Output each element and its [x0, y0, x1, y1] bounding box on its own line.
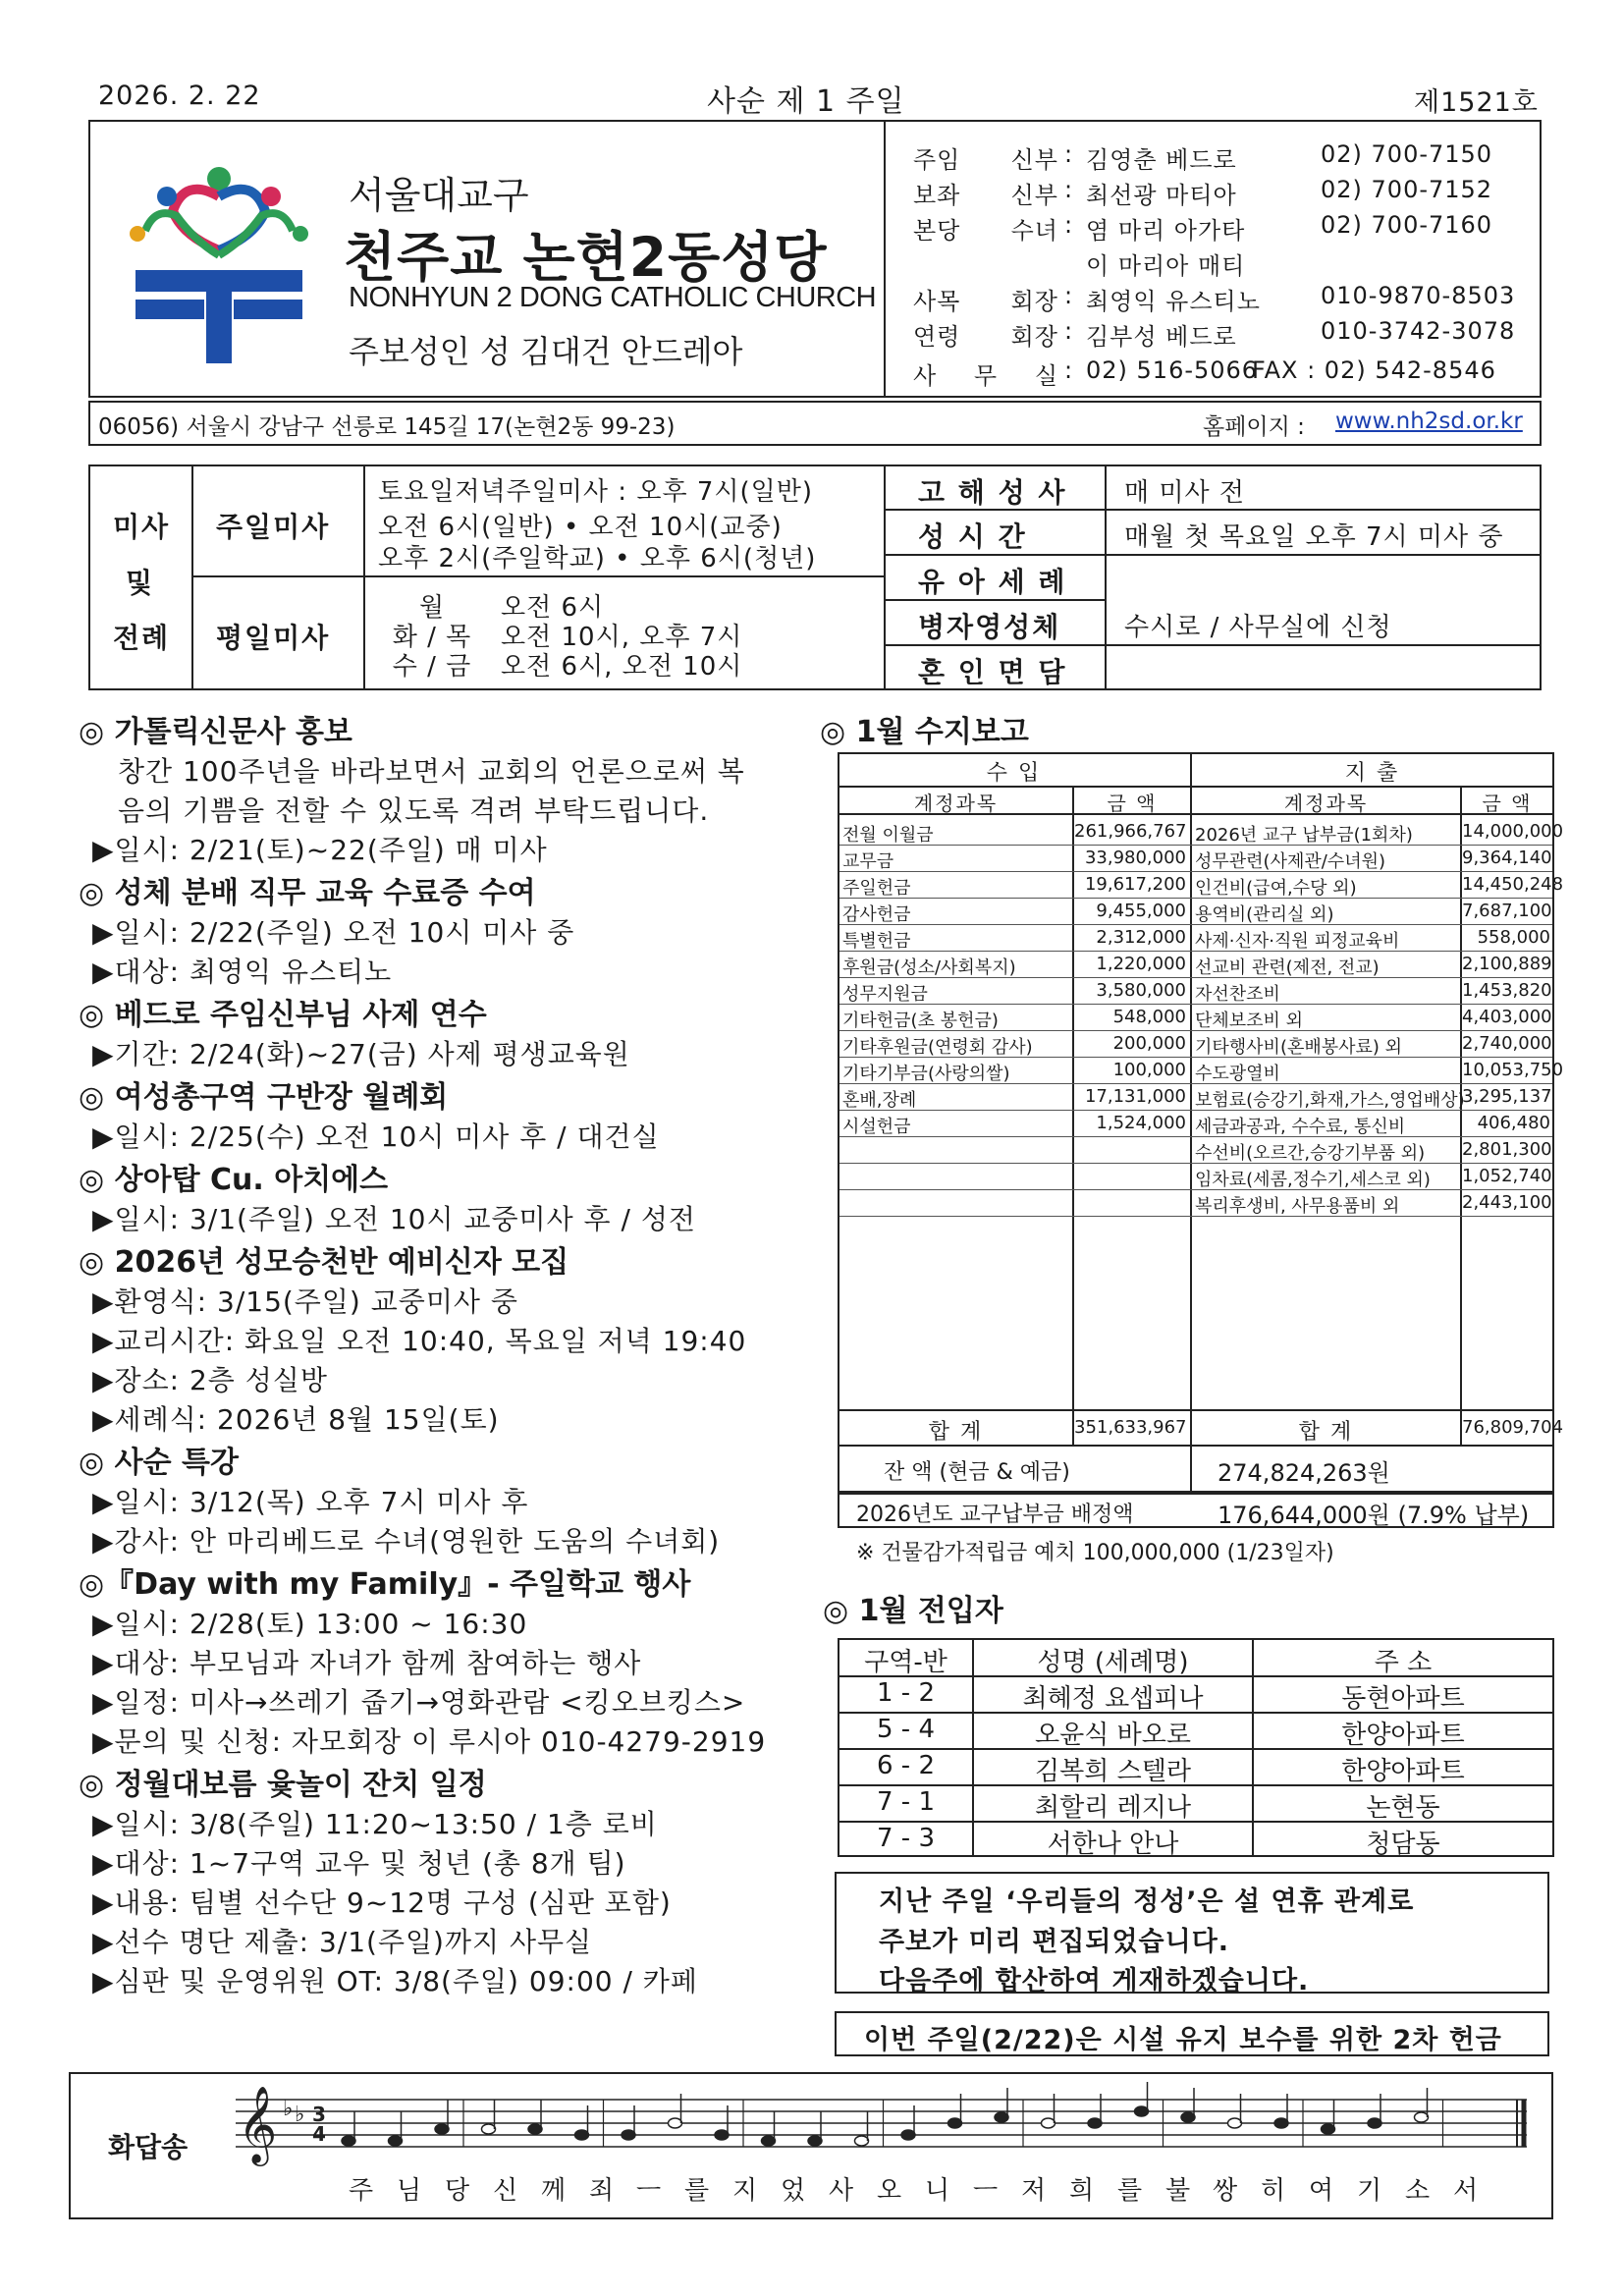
- mover-name: 최할리 레지나: [1035, 1793, 1191, 1823]
- notice-line: ▶문의 및 신청: 자모회장 이 루시아 010-4279-2919: [92, 1725, 767, 1758]
- lyric-syllable: 희: [1069, 2176, 1095, 2206]
- notice-line: ▶일시: 3/1(주일) 오전 10시 교중미사 후 / 성전: [92, 1203, 696, 1235]
- income-item: 후원금(성소/사회복지): [842, 957, 1016, 978]
- offering-notice-line: 주보가 미리 편집되었습니다.: [879, 1927, 1230, 1957]
- income-item: 시설헌금: [842, 1117, 911, 1137]
- sunday-mass-line: 오전 6시(일반) • 오전 10시(교중): [378, 513, 783, 542]
- time-signature: 3: [312, 2103, 326, 2126]
- lyric-syllable: 불: [1165, 2176, 1191, 2206]
- music-note: [575, 2130, 589, 2140]
- expense-amount: 7,687,100: [1462, 901, 1552, 921]
- lyric-syllable: 니: [925, 2176, 950, 2206]
- music-note: [808, 2136, 822, 2146]
- expense-amount-header: 금 액: [1482, 792, 1533, 815]
- notices-column: [79, 707, 805, 1999]
- sacrament-name: 유 아 세 례: [918, 566, 1067, 598]
- notice-line: ▶대상: 최영익 유스티노: [92, 956, 393, 988]
- music-note: [1042, 2118, 1056, 2128]
- movers-header: 주 소: [1374, 1648, 1433, 1677]
- notice-line: ▶일시: 2/21(토)~22(주일) 매 미사: [92, 834, 548, 866]
- mover-address: 청담동: [1366, 1830, 1440, 1859]
- lyric-syllable: 를: [684, 2176, 710, 2206]
- income-item: 혼배,장례: [842, 1090, 917, 1111]
- church-address: 06056) 서울시 강남구 선릉로 145길 17(논현2동 99-23): [98, 414, 676, 440]
- notice-line: 창간 100주년을 바라보면서 교회의 언론으로써 복: [118, 755, 745, 788]
- church-name: 천주교 논현2동성당: [344, 226, 828, 289]
- notice-title: ◎『Day with my Family』- 주일학교 행사: [79, 1567, 691, 1602]
- mover-district: 6 - 2: [877, 1751, 935, 1780]
- expense-item: 2026년 교구 납부금(1회차): [1195, 825, 1413, 846]
- lyric-syllable: 서: [1453, 2176, 1479, 2206]
- notice-line: ▶일시: 3/12(목) 오후 7시 미사 후: [92, 1486, 529, 1518]
- expense-item: 성무관련(사제관/수녀원): [1195, 851, 1385, 872]
- income-item: 감사헌금: [842, 904, 911, 925]
- expense-amount: 10,053,750: [1462, 1060, 1564, 1080]
- sacrament-info: 매 미사 전: [1124, 478, 1245, 508]
- second-collection-text: 이번 주일(2/22)은 시설 유지 보수를 위한 2차 헌금: [864, 2025, 1502, 2055]
- offering-notice-line: 다음주에 합산하여 게재하겠습니다.: [879, 1966, 1310, 1996]
- lyric-syllable: 주: [349, 2176, 374, 2206]
- liturgy-table: [88, 465, 1542, 690]
- diocese-amount: 176,644,000원 (7.9% 납부): [1218, 1502, 1530, 1529]
- expense-item: 세금과공과, 수수료, 통신비: [1195, 1117, 1406, 1137]
- sacrament-info: 매월 첫 목요일 오후 7시 미사 중: [1124, 522, 1504, 552]
- expense-item: 용역비(관리실 외): [1195, 904, 1334, 925]
- notice-title: ◎ 2026년 성모승천반 예비신자 모집: [79, 1245, 569, 1280]
- notice-line: ▶교리시간: 화요일 오전 10:40, 목요일 저녁 19:40: [92, 1325, 747, 1357]
- mover-name: 오윤식 바오로: [1035, 1721, 1191, 1750]
- mover-address: 동현아파트: [1341, 1684, 1465, 1714]
- movers-header: 구역-반: [864, 1648, 947, 1677]
- expense-amount: 4,403,000: [1462, 1007, 1552, 1027]
- mover-district: 7 - 1: [877, 1787, 935, 1817]
- lyric-syllable: 사: [829, 2176, 854, 2206]
- expense-item: 단체보조비 외: [1195, 1011, 1304, 1031]
- notice-title: ◎ 여성총구역 구반장 월례회: [79, 1080, 449, 1115]
- psalm-music-staff: [236, 2080, 1532, 2168]
- expense-item: 사제·신자·직원 피정교육비: [1195, 931, 1400, 952]
- notice-line: ▶장소: 2층 성실방: [92, 1364, 328, 1396]
- church-english-name: NONHYUN 2 DONG CATHOLIC CHURCH: [349, 282, 877, 313]
- music-note: [715, 2130, 729, 2140]
- weekday-mass-label: 평일미사: [216, 622, 331, 654]
- music-note: [1088, 2118, 1102, 2128]
- lyric-syllable: 저: [1021, 2176, 1047, 2206]
- sacrament-name: 고 해 성 사: [918, 476, 1067, 509]
- psalm-label: 화답송: [108, 2131, 189, 2163]
- notice-line: ▶일시: 2/22(주일) 오전 10시 미사 중: [92, 916, 575, 949]
- lyric-syllable: 님: [397, 2176, 422, 2206]
- liturgy-label-2: 및: [126, 567, 155, 599]
- weekday-day: 월: [418, 593, 446, 623]
- lyric-syllable: 신: [493, 2176, 518, 2206]
- income-amount: 2,312,000: [1096, 927, 1186, 948]
- music-note: [762, 2136, 776, 2146]
- lyric-syllable: 죄: [589, 2176, 615, 2206]
- income-total-label: 합 계: [928, 1420, 984, 1445]
- income-amount: 100,000: [1112, 1060, 1186, 1080]
- notice-title: ◎ 정월대보름 윷놀이 잔치 일정: [79, 1768, 487, 1802]
- music-note: [528, 2124, 542, 2134]
- lyric-syllable: 를: [1117, 2176, 1143, 2206]
- movers-title: ◎ 1월 전입자: [823, 1594, 1003, 1628]
- income-item: 주일헌금: [842, 878, 911, 899]
- weekday-times: 오전 6시, 오전 10시: [501, 652, 743, 682]
- expense-total-label: 합 계: [1298, 1420, 1354, 1445]
- expense-item: 수도광열비: [1195, 1064, 1280, 1084]
- music-note: [669, 2118, 682, 2128]
- notice-line: ▶대상: 1~7구역 교우 및 청년 (총 8개 팀): [92, 1847, 626, 1880]
- lyric-syllable: 기: [1357, 2176, 1382, 2206]
- income-amount: 19,617,200: [1084, 874, 1186, 895]
- lyric-syllable: 께: [541, 2176, 567, 2206]
- music-note: [482, 2124, 496, 2134]
- flat-sign-icon: ♭: [283, 2097, 294, 2121]
- notice-line: ▶강사: 안 마리베드로 수녀(영원한 도움의 수녀회): [92, 1525, 721, 1558]
- expense-item: 자선찬조비: [1195, 984, 1280, 1005]
- notice-title: ◎ 사순 특강: [79, 1446, 239, 1480]
- sunday-mass-line: 오후 2시(주일학교) • 오후 6시(청년): [378, 544, 817, 574]
- weekday-times: 오전 10시, 오후 7시: [501, 623, 743, 652]
- mover-district: 5 - 4: [877, 1715, 935, 1744]
- notice-title: ◎ 성체 분배 직무 교육 수료증 수여: [79, 876, 536, 910]
- expense-item: 수선비(오르간,승강기부품 외): [1195, 1143, 1426, 1164]
- notice-title: ◎ 상아탑 Cu. 아치에스: [79, 1163, 389, 1197]
- expense-item: 인건비(급여,수당 외): [1195, 878, 1357, 899]
- music-note: [342, 2136, 355, 2146]
- expense-header: 지 출: [1344, 761, 1400, 786]
- expense-amount: 2,801,300: [1462, 1139, 1552, 1160]
- balance-amount: 274,824,263원: [1218, 1459, 1390, 1487]
- income-amount: 261,966,767: [1074, 821, 1187, 842]
- notice-line: ▶일시: 3/8(주일) 11:20~13:50 / 1층 로비: [92, 1808, 658, 1840]
- liturgy-label-1: 미사: [113, 511, 171, 543]
- notice-line: ▶일시: 2/25(수) 오전 10시 미사 후 / 대건실: [92, 1121, 660, 1153]
- income-item-header: 계정과목: [913, 792, 999, 815]
- income-amount: 200,000: [1112, 1033, 1186, 1054]
- mover-address: 논현동: [1366, 1793, 1440, 1823]
- income-amount: 548,000: [1112, 1007, 1186, 1027]
- lyric-syllable: 었: [781, 2176, 806, 2206]
- flat-sign-icon: ♭: [295, 2103, 305, 2127]
- notice-line: ▶선수 명단 제출: 3/1(주일)까지 사무실: [92, 1926, 593, 1958]
- income-item: 성무지원금: [842, 984, 928, 1005]
- notice-line: ▶일정: 미사→쓰레기 줍기→영화관람 <킹오브킹스>: [92, 1686, 746, 1719]
- income-item: 전월 이월금: [842, 825, 934, 846]
- income-header: 수 입: [986, 761, 1042, 786]
- diocese-name: 서울대교구: [349, 174, 529, 217]
- expense-item: 임차료(세콤,정수기,세스코 외): [1195, 1170, 1431, 1190]
- mover-address: 한양아파트: [1341, 1757, 1465, 1786]
- music-note: [622, 2130, 635, 2140]
- notice-line: ▶내용: 팀별 선수단 9~12명 구성 (심판 포함): [92, 1886, 672, 1919]
- music-note: [1415, 2112, 1429, 2122]
- lyric-syllable: 쌍: [1213, 2176, 1238, 2206]
- music-note: [1322, 2124, 1335, 2134]
- offering-notice-line: 지난 주일 ‘우리들의 정성’은 설 연휴 관계로: [879, 1886, 1415, 1917]
- mover-address: 한양아파트: [1341, 1721, 1465, 1750]
- income-item: 교무금: [842, 851, 894, 872]
- time-signature: 4: [312, 2122, 326, 2146]
- income-amount: 33,980,000: [1084, 847, 1186, 868]
- music-note: [948, 2118, 962, 2128]
- mover-district: 1 - 2: [877, 1678, 935, 1708]
- treble-clef-icon: 𝄞: [238, 2086, 278, 2163]
- expense-item-header: 계정과목: [1283, 792, 1369, 815]
- sacrament-info: 수시로 / 사무실에 신청: [1124, 613, 1392, 642]
- expense-item: 복리후생비, 사무용품비 외: [1195, 1196, 1400, 1217]
- balance-label: 잔 액 (현금 & 예금): [884, 1460, 1070, 1485]
- church-logo: [126, 157, 312, 363]
- income-total: 351,633,967: [1074, 1417, 1187, 1438]
- music-note: [855, 2136, 869, 2146]
- music-note: [389, 2136, 403, 2146]
- lyric-syllable: 여: [1309, 2176, 1334, 2206]
- notice-line: ▶기간: 2/24(화)~27(금) 사제 평생교육원: [92, 1038, 630, 1070]
- music-note: [1135, 2106, 1149, 2116]
- notice-line: 음의 기쁨을 전할 수 있도록 격려 부탁드립니다.: [118, 794, 710, 827]
- notice-title: ◎ 가톨릭신문사 홍보: [79, 715, 352, 749]
- mover-district: 7 - 3: [877, 1824, 935, 1853]
- expense-amount: 14,450,248: [1462, 874, 1564, 895]
- diocese-label: 2026년도 교구납부금 배정액: [856, 1503, 1134, 1527]
- header-divider: [884, 120, 886, 398]
- mover-name: 최혜정 요셉피나: [1022, 1684, 1204, 1714]
- lyric-syllable: ㅡ: [973, 2176, 999, 2206]
- expense-amount: 1,453,820: [1462, 980, 1552, 1001]
- sacrament-name: 병자영성체: [918, 611, 1061, 643]
- income-amount: 1,524,000: [1096, 1113, 1186, 1133]
- notice-line: ▶대상: 부모님과 자녀가 함께 참여하는 행사: [92, 1647, 642, 1679]
- issue-number: 제1521호: [1414, 87, 1539, 118]
- mover-name: 서한나 안나: [1047, 1830, 1179, 1859]
- notice-line: ▶심판 및 운영위원 OT: 3/8(주일) 09:00 / 카페: [92, 1965, 698, 1997]
- lyric-syllable: 오: [877, 2176, 902, 2206]
- weekday-times: 오전 6시: [501, 593, 605, 623]
- notice-line: ▶환영식: 3/15(주일) 교중미사 중: [92, 1285, 518, 1318]
- lyric-syllable: ㅡ: [636, 2176, 662, 2206]
- music-note: [995, 2112, 1008, 2122]
- expense-amount: 9,364,140: [1462, 847, 1552, 868]
- music-note: [1368, 2118, 1381, 2128]
- music-note: [1274, 2118, 1288, 2128]
- lyric-syllable: 당: [445, 2176, 470, 2206]
- patron-saint: 주보성인 성 김대건 안드레아: [349, 333, 743, 370]
- income-item: 특별헌금: [842, 931, 911, 952]
- expense-amount: 2,100,889: [1462, 954, 1552, 974]
- music-note: [1181, 2112, 1195, 2122]
- expense-amount: 558,000: [1477, 927, 1550, 948]
- expense-amount: 406,480: [1477, 1113, 1550, 1133]
- sacrament-name: 성 시 간: [918, 520, 1027, 553]
- homepage-label: 홈페이지 :: [1203, 414, 1305, 440]
- expense-amount: 14,000,000: [1462, 821, 1564, 842]
- expense-item: 선교비 관련(제전, 전교): [1195, 957, 1380, 978]
- music-note: [901, 2130, 915, 2140]
- expense-amount: 1,052,740: [1462, 1166, 1552, 1186]
- income-item: 기타헌금(초 봉헌금): [842, 1011, 999, 1031]
- weekday-day: 수 / 금: [392, 652, 472, 682]
- expense-total: 76,809,704: [1462, 1417, 1564, 1438]
- sunday-mass-label: 주일미사: [216, 511, 331, 543]
- lyric-syllable: 히: [1261, 2176, 1286, 2206]
- lyric-syllable: 지: [732, 2176, 758, 2206]
- music-note: [435, 2124, 449, 2134]
- liturgy-label-3: 전례: [113, 622, 171, 654]
- expense-amount: 3,295,137: [1462, 1086, 1552, 1107]
- income-amount: 3,580,000: [1096, 980, 1186, 1001]
- income-amount: 1,220,000: [1096, 954, 1186, 974]
- expense-amount: 2,740,000: [1462, 1033, 1552, 1054]
- weekday-day: 화 / 목: [392, 623, 472, 652]
- music-note: [1228, 2118, 1242, 2128]
- expense-item: 보험료(승강기,화재,가스,영업배상): [1195, 1090, 1465, 1111]
- notice-line: ▶세례식: 2026년 8월 15일(토): [92, 1403, 500, 1436]
- sunday-mass-line: 토요일저녁주일미사 : 오후 7시(일반): [378, 477, 814, 507]
- homepage-link[interactable]: www.nh2sd.or.kr: [1335, 409, 1523, 434]
- notice-title: ◎ 베드로 주임신부님 사제 연수: [79, 998, 487, 1032]
- expense-amount: 2,443,100: [1462, 1192, 1552, 1213]
- notice-line: ▶일시: 2/28(토) 13:00 ~ 16:30: [92, 1608, 528, 1640]
- movers-header: 성명 (세례명): [1037, 1648, 1189, 1677]
- sacrament-name: 혼 인 면 담: [918, 656, 1067, 688]
- finance-title: ◎ 1월 수지보고: [820, 715, 1029, 749]
- mover-name: 김복희 스텔라: [1035, 1757, 1191, 1786]
- finance-footnote: ※ 건물감가적립금 예치 100,000,000 (1/23일자): [856, 1541, 1334, 1565]
- lyric-syllable: 소: [1405, 2176, 1431, 2206]
- income-item: 기타후원금(연령회 감사): [842, 1037, 1033, 1058]
- income-amount: 17,131,000: [1084, 1086, 1186, 1107]
- bulletin-date: 2026. 2. 22: [98, 81, 261, 111]
- income-item: 기타기부금(사랑의쌀): [842, 1064, 1010, 1084]
- income-amount: 9,455,000: [1096, 901, 1186, 921]
- income-amount-header: 금 액: [1107, 792, 1158, 815]
- expense-item: 기타행사비(혼배봉사료) 외: [1195, 1037, 1403, 1058]
- liturgical-season: 사순 제 1 주일: [707, 84, 905, 119]
